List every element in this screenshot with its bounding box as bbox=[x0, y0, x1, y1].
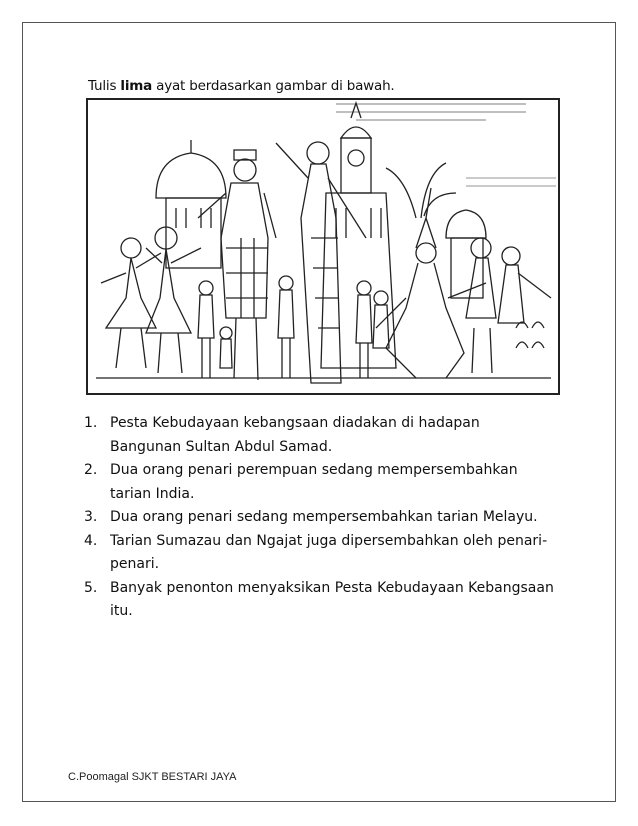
answer-text: Tarian Sumazau dan Ngajat juga dipersembahkan oleh penari-penari. bbox=[110, 532, 548, 572]
answer-item bbox=[84, 577, 554, 624]
instruction-prefix: Tulis bbox=[88, 78, 121, 94]
answer-number: 2. bbox=[84, 462, 98, 478]
answer-item bbox=[84, 506, 554, 530]
answer-text: Dua orang penari sedang mempersembahkan tarian Melayu. bbox=[110, 509, 538, 525]
answer-item bbox=[84, 412, 554, 459]
answer-number: 1. bbox=[84, 415, 98, 431]
answer-list bbox=[84, 412, 554, 624]
instruction-suffix: ayat berdasarkan gambar di bawah. bbox=[152, 78, 395, 94]
answer-text: Banyak penonton menyaksikan Pesta Kebudayaan Kebangsaan itu. bbox=[110, 579, 554, 619]
answer-text: Pesta Kebudayaan kebangsaan diadakan di hadapan Bangunan Sultan Abdul Samad. bbox=[110, 415, 480, 455]
answer-number: 5. bbox=[84, 579, 98, 596]
answer-number: 4. bbox=[84, 532, 98, 549]
instruction-bold-word: lima bbox=[120, 78, 153, 94]
answer-item bbox=[84, 459, 554, 506]
cultural-festival-illustration bbox=[86, 98, 560, 395]
instruction-text bbox=[88, 78, 395, 94]
answer-item bbox=[84, 530, 554, 577]
answer-text: Dua orang penari perempuan sedang mempersembahkan tarian India. bbox=[110, 462, 518, 502]
answer-number: 3. bbox=[84, 509, 98, 525]
footer-credit: C.Poomagal SJKT BESTARI JAYA bbox=[68, 771, 237, 783]
